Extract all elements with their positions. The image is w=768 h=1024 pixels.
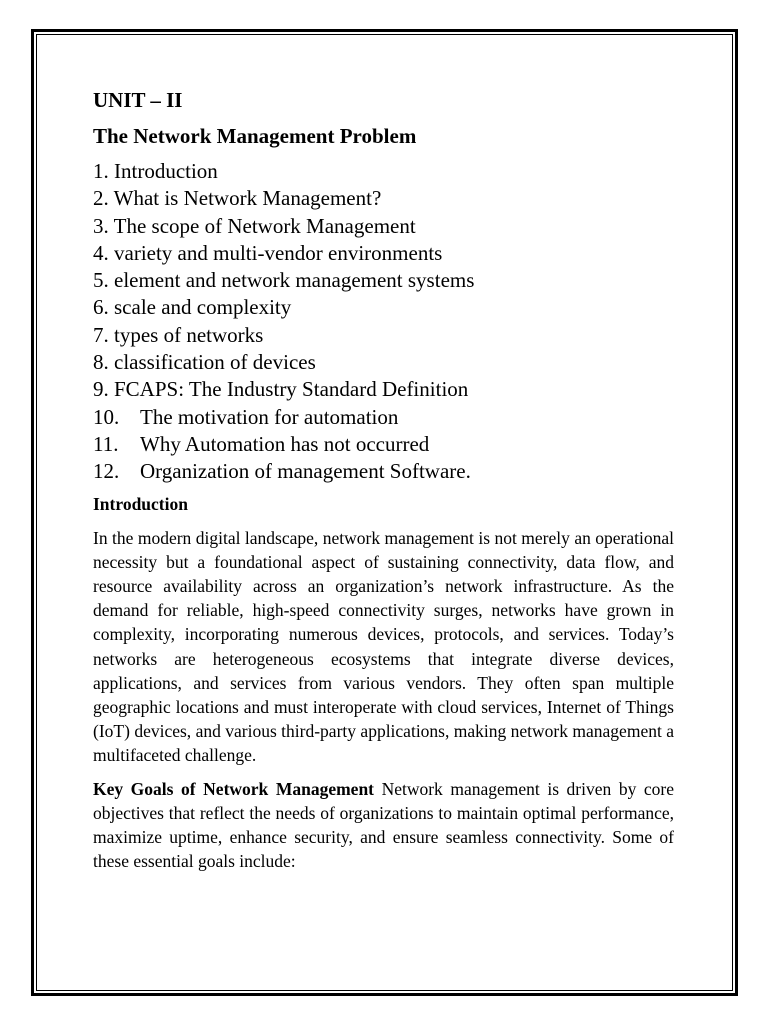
toc-item-text: types of networks [114, 322, 264, 347]
toc-item [93, 185, 674, 212]
toc-item-number: 3. [93, 213, 109, 238]
toc-item [93, 404, 674, 431]
toc-item-text: Why Automation has not occurred [140, 431, 430, 456]
toc-item-number: 6. [93, 295, 109, 320]
toc-item [93, 267, 674, 294]
toc-item [93, 294, 674, 321]
toc-item [93, 458, 674, 485]
toc-item [93, 240, 674, 267]
toc-item-text: FCAPS: The Industry Standard Definition [114, 377, 469, 402]
toc-item-number: 9. [93, 377, 109, 402]
toc-item-text: Introduction [114, 159, 218, 183]
toc-item-text: scale and complexity [114, 295, 292, 320]
document-title: The Network Management Problem [93, 124, 417, 148]
toc-item-number: 7. [93, 322, 109, 347]
toc-item-number: 10. [93, 404, 120, 429]
toc-item-number: 1. [93, 159, 109, 183]
toc-item-number: 4. [93, 240, 109, 265]
toc-item-number: 5. [93, 268, 109, 293]
introduction-heading: Introduction [93, 493, 188, 514]
unit-title: UNIT – II [93, 88, 183, 112]
toc-item-text: What is Network Management? [113, 186, 382, 211]
introduction-paragraph: In the modern digital landscape, network management is not merely an operational necessity but a foundational aspect of sustaining connectivity, data flow, and resource availability across an organization’s network infrastructure. As the demand for reliable, high-speed connectivity surges, networks have grown in complexity, incorporating numerous devices, protocols, and services. Today’s networks are heterogeneous ecosystems that integrate diverse devices, applications, and services from various vendors. They often span multiple geographic locations and must interoperate with cloud services, Internet of Things (IoT) devices, and various third-party applications, making network management a multifaceted challenge. [93, 527, 674, 766]
table-of-contents [93, 158, 674, 486]
toc-item-text: variety and multi-vendor environments [114, 240, 443, 265]
key-goals-lead: Key Goals of Network Management [93, 778, 375, 799]
key-goals-body: Network management is driven by core objectives that reflect the needs of organizations to maintain optimal performance, maximize uptime, enhance security, and ensure seamless connectivity. Some of these essential goals include: [93, 778, 674, 872]
toc-item [93, 322, 674, 349]
toc-item-text: element and network management systems [114, 268, 475, 293]
toc-item-number: 2. [93, 186, 109, 211]
toc-item-number: 11. [93, 431, 119, 456]
page-content [93, 86, 674, 882]
toc-item [93, 376, 674, 403]
toc-item [93, 349, 674, 376]
toc-item-text: Organization of management Software. [140, 459, 471, 484]
toc-item-number: 12. [93, 459, 120, 484]
toc-item-text: The motivation for automation [140, 404, 399, 429]
toc-item-number: 8. [93, 350, 109, 375]
toc-item [93, 158, 674, 185]
toc-item [93, 213, 674, 240]
toc-item-text: The scope of Network Management [113, 213, 416, 238]
toc-item [93, 431, 674, 458]
key-goals-paragraph [93, 777, 674, 874]
toc-item-text: classification of devices [114, 350, 316, 375]
